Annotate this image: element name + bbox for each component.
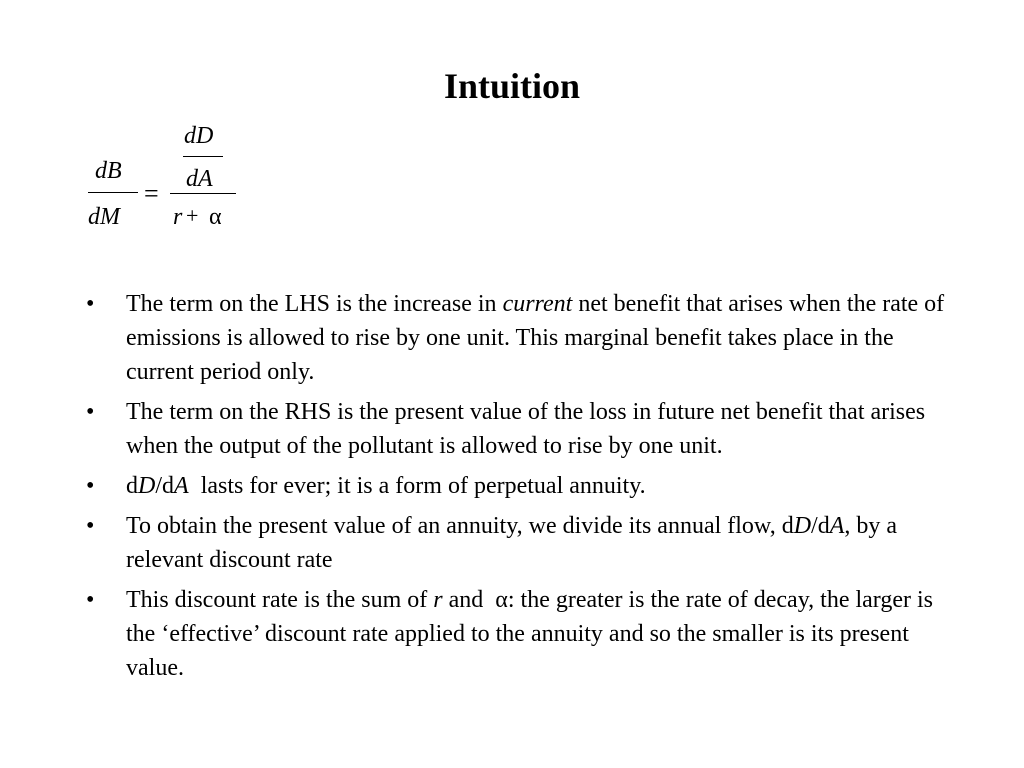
bullet-item	[86, 287, 946, 389]
bullet-icon: •	[86, 587, 95, 613]
bullet-variable: D	[793, 513, 812, 539]
bullet-variable: D	[138, 473, 156, 499]
lhs-denominator: dM	[88, 204, 120, 230]
bullet-text: /d	[811, 513, 830, 539]
rhs-fraction-bar	[170, 193, 236, 194]
inner-fraction-bar	[183, 156, 223, 157]
equals-sign: =	[144, 179, 159, 208]
lhs-fraction-bar	[88, 192, 138, 193]
bullet-item	[86, 583, 946, 685]
bullet-text: and α: the greater is the rate of decay, the larger is the ‘effective’ discount rate applied to the annuity and so the smaller is its present value.	[126, 587, 939, 681]
bullet-icon: •	[86, 513, 95, 539]
bullet-text: To obtain the present value of an annuity, we divide its annual flow,	[126, 513, 782, 539]
bullet-item	[86, 509, 946, 577]
bullet-icon: •	[86, 473, 95, 499]
bullet-text: This discount rate is the sum of	[126, 587, 434, 613]
bullet-text: The term on the RHS is the present value of the loss in future net benefit that arises when the output of the pollutant is allowed to rise by one unit.	[126, 399, 926, 459]
bullet-icon: •	[86, 291, 95, 317]
bullet-text: d	[126, 473, 138, 499]
rhs-denominator-alpha: α	[209, 204, 222, 230]
bullet-emphasis: current	[502, 291, 573, 317]
bullet-item	[86, 395, 946, 463]
bullet-item	[86, 469, 946, 503]
bullet-icon: •	[86, 399, 95, 425]
bullet-text: , by a relevant discount rate	[126, 513, 898, 573]
bullet-text: /d	[155, 473, 175, 499]
inner-numerator: dD	[184, 123, 214, 149]
lhs-numerator: dB	[95, 158, 122, 184]
bullet-text: net benefit that arises when the rate of emissions is allowed to rise by one unit. This marginal benefit takes place in the current period only.	[126, 291, 945, 385]
bullet-list	[86, 287, 946, 691]
inner-denominator: dA	[186, 166, 213, 192]
bullet-text: lasts for ever; it is a form of perpetual annuity.	[188, 473, 646, 499]
bullet-variable: A	[174, 473, 189, 499]
bullet-text: d	[781, 513, 794, 539]
slide-title: Intuition	[443, 66, 581, 106]
bullet-variable: A	[829, 513, 845, 539]
rhs-denominator-r: r	[173, 204, 183, 230]
bullet-variable: r	[433, 587, 443, 613]
bullet-text: The term on the LHS is the increase in	[126, 291, 503, 317]
rhs-denominator-plus: +	[186, 203, 199, 228]
